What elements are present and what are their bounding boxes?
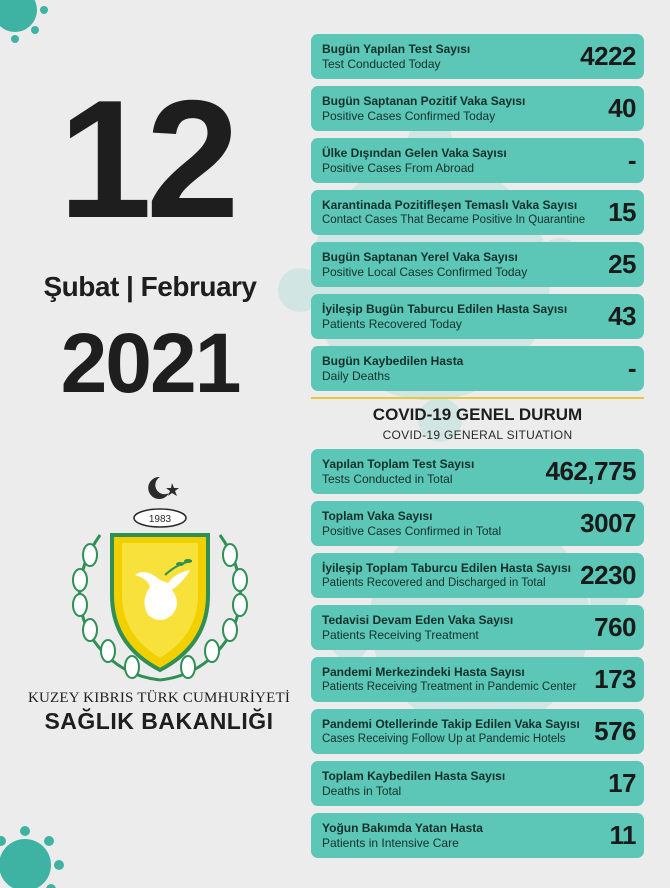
stat-card-recovered-today (311, 294, 644, 339)
card-value: 462,775 (545, 456, 636, 486)
date-block (0, 65, 300, 410)
card-value: 17 (608, 768, 636, 798)
card-label-tr: Toplam Vaka Sayısı (322, 508, 433, 523)
card-label-en: Cases Receiving Follow Up at Pandemic Hotels (322, 732, 566, 745)
stat-card-pandemic-center (311, 657, 644, 702)
stat-card-total-tests (311, 449, 644, 494)
card-label-tr: İyileşip Toplam Taburcu Edilen Hasta Sayısı (322, 560, 571, 575)
card-label-en: Daily Deaths (322, 368, 391, 383)
card-label-en: Positive Cases Confirmed Today (322, 108, 496, 123)
stat-card-pandemic-hotels (311, 709, 644, 754)
card-label-en: Patients Recovered Today (322, 316, 462, 331)
card-label-tr: Yapılan Toplam Test Sayısı (322, 456, 475, 471)
ministry-emblem (60, 475, 260, 685)
card-label-tr: İyileşip Bugün Taburcu Edilen Hasta Sayısı (322, 301, 568, 316)
virus-decoration-bottom-left (0, 815, 85, 888)
card-label-tr: Yoğun Bakımda Yatan Hasta (322, 820, 483, 835)
section-divider (311, 397, 644, 399)
card-value: 4222 (580, 41, 636, 71)
card-label-tr: Pandemi Merkezindeki Hasta Sayısı (322, 664, 525, 679)
card-label-tr: Bugün Saptanan Yerel Vaka Sayısı (322, 249, 518, 264)
card-label-tr: Tedavisi Devam Eden Vaka Sayısı (322, 612, 514, 627)
card-label-tr: Bugün Yapılan Test Sayısı (322, 41, 471, 56)
year-number: 2021 (60, 316, 240, 410)
card-value: 40 (608, 93, 636, 123)
card-value: - (627, 145, 636, 175)
card-value: 15 (608, 197, 636, 227)
card-value: 25 (608, 249, 636, 279)
stat-card-positive-today (311, 86, 644, 131)
general-section-subtitle: COVID-19 GENERAL SITUATION (382, 428, 573, 442)
stat-card-intensive-care (311, 813, 644, 858)
card-label-en: Positive Local Cases Confirmed Today (322, 264, 528, 279)
card-label-en: Positive Cases Confirmed in Total (322, 523, 502, 538)
day-number: 12 (58, 65, 234, 253)
card-label-en: Positive Cases From Abroad (322, 160, 475, 175)
card-label-tr: Ülke Dışından Gelen Vaka Sayısı (322, 145, 507, 160)
card-label-en: Tests Conducted in Total (322, 471, 453, 486)
stat-card-total-cases (311, 501, 644, 546)
ministry-country: KUZEY KIBRIS TÜRK CUMHURİYETİ (27, 690, 291, 706)
card-value: 576 (594, 716, 636, 746)
card-label-en: Contact Cases That Became Positive In Quarantine (322, 213, 586, 226)
card-value: - (627, 353, 636, 383)
card-value: 11 (609, 820, 636, 850)
ministry-title: SAĞLIK BAKANLIĞI (44, 708, 274, 734)
stat-card-under-treatment (311, 605, 644, 650)
stat-card-local (311, 242, 644, 287)
card-label-tr: Bugün Kaybedilen Hasta (322, 353, 464, 368)
virus-decoration-top-left (0, 0, 60, 55)
month-label: Şubat | February (43, 271, 257, 302)
card-label-en: Patients Receiving Treatment (322, 627, 479, 642)
card-value: 2230 (580, 560, 636, 590)
card-value: 3007 (580, 508, 636, 538)
card-label-tr: Pandemi Otellerinde Takip Edilen Vaka Sayısı (322, 716, 580, 731)
general-section-title: COVID-19 GENEL DURUM (372, 405, 583, 424)
card-value: 173 (594, 664, 636, 694)
card-value: 760 (594, 612, 636, 642)
card-label-tr: Toplam Kaybedilen Hasta Sayısı (322, 768, 506, 783)
card-label-en: Patients Receiving Treatment in Pandemic Center (322, 680, 577, 693)
card-label-en: Deaths in Total (322, 783, 402, 798)
card-label-tr: Karantinada Pozitifleşen Temaslı Vaka Sayısı (322, 197, 578, 212)
stat-card-total-recovered (311, 553, 644, 598)
stat-card-deaths-today (311, 346, 644, 391)
stat-card-total-deaths (311, 761, 644, 806)
emblem-year: 1983 (148, 514, 172, 525)
card-label-en: Patients in Intensive Care (322, 835, 459, 850)
stat-card-tests-today (311, 34, 644, 79)
stat-card-quarantine (311, 190, 644, 235)
card-label-en: Test Conducted Today (322, 56, 441, 71)
card-value: 43 (608, 301, 636, 331)
card-label-en: Patients Recovered and Discharged in Total (322, 576, 546, 589)
card-label-tr: Bugün Saptanan Pozitif Vaka Sayısı (322, 93, 526, 108)
stat-card-abroad (311, 138, 644, 183)
ministry-name (18, 690, 300, 735)
